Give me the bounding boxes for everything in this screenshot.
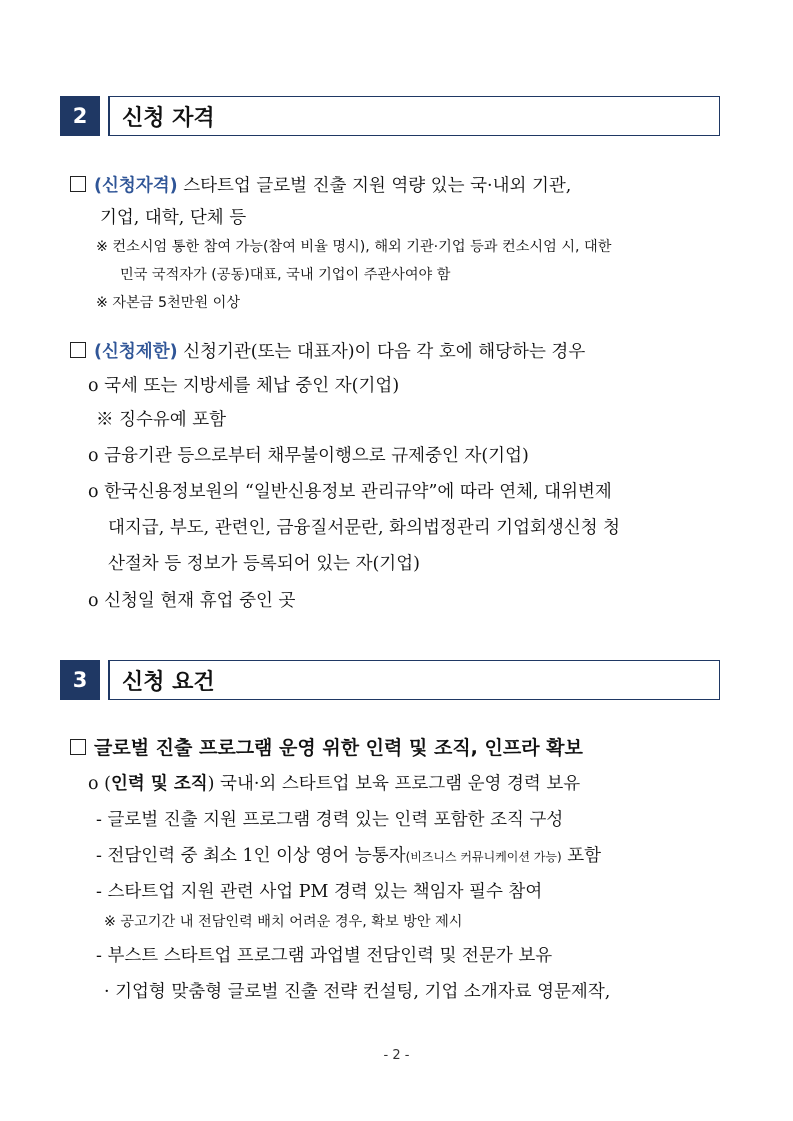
requirement-detail-2: - 전담인력 중 최소 1인 이상 영어 능통자(비즈니스 커뮤니케이션 가능) 포함 <box>96 846 602 866</box>
requirement-detail-3: - 스타트업 지원 관련 사업 PM 경력 있는 책임자 필수 참여 <box>96 882 543 902</box>
qualification-text: 스타트업 글로벌 진출 지원 역량 있는 국·내외 기관, <box>177 176 572 196</box>
restriction-line <box>70 338 585 363</box>
restriction-item-4: o 신청일 현재 휴업 중인 곳 <box>88 591 296 611</box>
restriction-item-3: o 한국신용정보원의 “일반신용정보 관리규약”에 따라 연체, 대위변제 <box>88 482 612 502</box>
requirement-heading: 글로벌 진출 프로그램 운영 위한 인력 및 조직, 인프라 확보 <box>70 733 583 760</box>
qualification-note-1-cont: 민국 국적자가 (공동)대표, 국내 기업이 주관사여야 함 <box>120 267 451 283</box>
requirement-detail-5: · 기업형 맞춤형 글로벌 진출 전략 컨설팅, 기업 소개자료 영문제작, <box>104 982 611 1002</box>
qualification-text-cont: 기업, 대학, 단체 등 <box>100 208 247 228</box>
section-title: 신청 요건 <box>108 660 720 700</box>
restriction-label: (신청제한) <box>94 342 178 362</box>
restriction-text: 신청기관(또는 대표자)이 다음 각 호에 해당하는 경우 <box>177 342 586 362</box>
qualification-line <box>70 172 571 197</box>
page-number: - 2 - <box>383 1048 410 1063</box>
section-number: 2 <box>60 96 100 136</box>
section-3-header <box>60 660 720 700</box>
qualification-note-2: ※ 자본금 5천만원 이상 <box>96 295 241 311</box>
checkbox-square-icon <box>70 739 86 755</box>
restriction-item-3-cont-1: 대지급, 부도, 관련인, 금융질서문란, 화의법정관리 기업회생신청 청 <box>108 518 621 538</box>
section-number: 3 <box>60 660 100 700</box>
checkbox-square-icon <box>70 342 86 358</box>
requirement-sub: o (인력 및 조직) 국내·외 스타트업 보육 프로그램 운영 경력 보유 <box>88 774 581 794</box>
qualification-label: (신청자격) <box>94 176 178 196</box>
restriction-note-1: ※ 징수유예 포함 <box>96 410 227 430</box>
checkbox-square-icon <box>70 176 86 192</box>
qualification-note-1: ※ 컨소시엄 통한 참여 가능(참여 비율 명시), 해외 기관·기업 등과 컨소시엄 시, 대한 <box>96 239 612 255</box>
requirement-note: ※ 공고기간 내 전담인력 배치 어려운 경우, 확보 방안 제시 <box>104 914 463 930</box>
section-2-header <box>60 96 720 136</box>
section-title: 신청 자격 <box>108 96 720 136</box>
requirement-detail-4: - 부스트 스타트업 프로그램 과업별 전담인력 및 전문가 보유 <box>96 946 553 966</box>
restriction-item-1: o 국세 또는 지방세를 체납 중인 자(기업) <box>88 376 400 396</box>
restriction-item-2: o 금융기관 등으로부터 채무불이행으로 규제중인 자(기업) <box>88 446 529 466</box>
restriction-item-3-cont-2: 산절차 등 정보가 등록되어 있는 자(기업) <box>108 554 420 574</box>
requirement-detail-1: - 글로벌 진출 지원 프로그램 경력 있는 인력 포함한 조직 구성 <box>96 810 564 830</box>
requirement-sub-label: 인력 및 조직 <box>110 774 208 794</box>
